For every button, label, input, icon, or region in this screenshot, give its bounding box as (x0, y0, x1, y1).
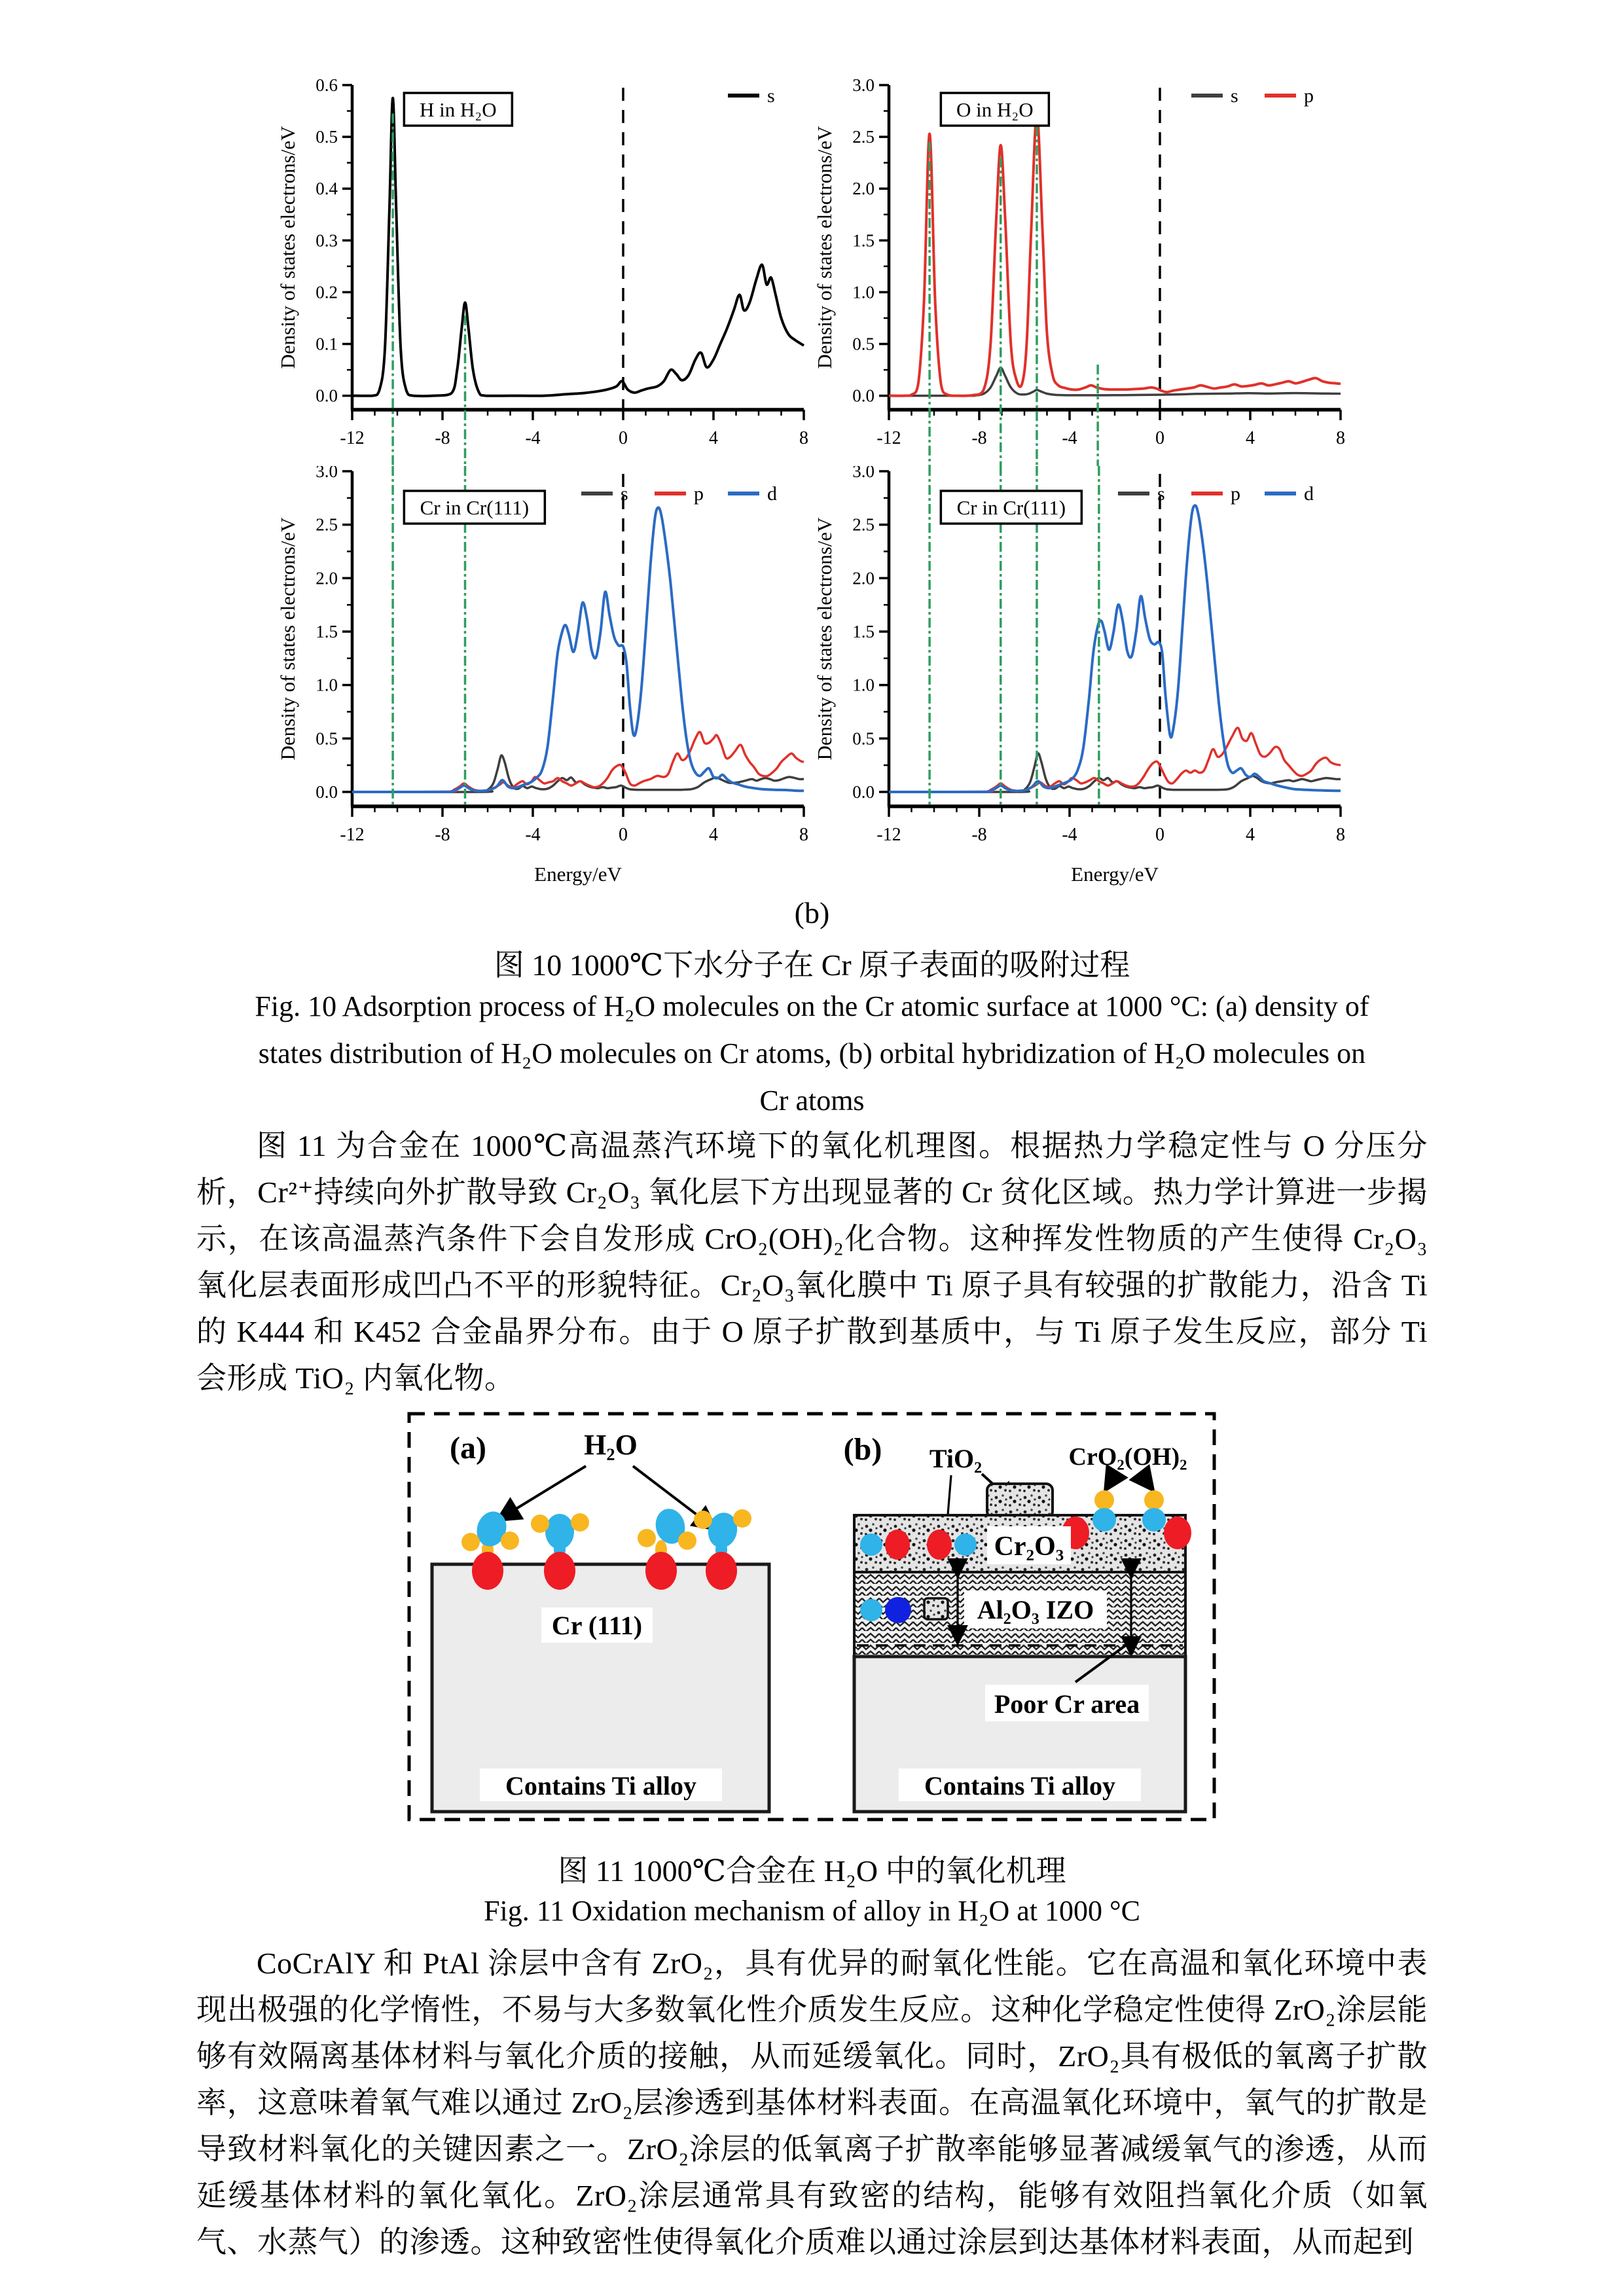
legend (728, 85, 775, 107)
svg-text:0.1: 0.1 (316, 334, 338, 354)
svg-text:3.0: 3.0 (852, 466, 875, 481)
axes (316, 466, 808, 845)
svg-text:0.2: 0.2 (316, 282, 338, 302)
svg-text:0.4: 0.4 (316, 179, 338, 199)
series-s (352, 755, 804, 792)
svg-text:1.5: 1.5 (852, 621, 875, 641)
series-s (889, 753, 1341, 792)
svg-text:1.5: 1.5 (316, 621, 338, 641)
svg-text:p: p (1231, 483, 1240, 505)
svg-text:1.0: 1.0 (852, 282, 875, 302)
svg-text:-8: -8 (971, 428, 987, 448)
legend (581, 483, 777, 505)
cr111-label: Cr (111) (551, 1611, 643, 1640)
svg-text:p: p (694, 483, 704, 505)
svg-text:-12: -12 (876, 825, 901, 845)
svg-text:s: s (1157, 483, 1165, 505)
svg-text:8: 8 (799, 825, 808, 845)
svg-text:0: 0 (1155, 428, 1164, 448)
figure11-caption-zh: 图 11 1000℃合金在 H₂O 中的氧化机理 (558, 1854, 1066, 1888)
svg-text:4: 4 (709, 428, 718, 448)
svg-text:0.5: 0.5 (852, 728, 875, 749)
svg-text:0.0: 0.0 (852, 386, 875, 406)
panel-b-label: (b) (843, 1432, 882, 1467)
h2o-arrow-left (498, 1466, 586, 1520)
svg-text:1.0: 1.0 (852, 675, 875, 695)
svg-text:0.5: 0.5 (852, 334, 875, 354)
svg-text:8: 8 (1336, 825, 1345, 845)
svg-text:s: s (621, 483, 628, 505)
svg-text:3.0: 3.0 (852, 75, 875, 95)
y-axis-title: Density of states electrons/eV (276, 517, 299, 761)
svg-text:-12: -12 (876, 428, 901, 448)
plot-label: O in H₂O (956, 98, 1034, 121)
svg-text:2.5: 2.5 (316, 514, 338, 535)
svg-text:0: 0 (619, 428, 628, 448)
svg-text:-4: -4 (1062, 428, 1077, 448)
svg-text:4: 4 (1246, 825, 1255, 845)
svg-text:-4: -4 (1062, 825, 1077, 845)
dos-chart-svg (812, 466, 1348, 891)
svg-text:2.5: 2.5 (852, 127, 875, 147)
dos-chart-o-in-h2o (812, 65, 1348, 466)
legend (1191, 85, 1314, 107)
svg-text:-4: -4 (525, 428, 541, 448)
cr2o3-label: Cr₂O₃ (994, 1532, 1064, 1562)
body-paragraph-zro2-coating: CoCrAlY 和 PtAl 涂层中含有 ZrO₂，具有优异的耐氧化性能。它在高温和氧化环境中表现出极强的化学惰性，不易与大多数氧化性介质发生反应。这种化学稳定性使得 ZrO₂涂层能够有效隔离基体材料与氧化介质的接触，从而延缓氧化。同时，ZrO₂具有极低的氧离子扩散率，这意味着氧气难以通过 ZrO₂层渗透到基体材料表面。在高温氧化环境中，氧气的扩散是导致材料氧化的关键因素之一。ZrO₂涂层的低氧离子扩散率能够显著减缓氧气的渗透，从而延缓基体材料的氧化氧化。ZrO₂涂层通常具有致密的结构，能够有效阻挡氧化介质（如氧气、水蒸气）的渗透。这种致密性使得氧化介质难以通过涂层到达基体材料表面，从而起到 (196, 1946, 1428, 2259)
poor-cr-label: Poor Cr area (994, 1689, 1140, 1719)
svg-text:0.0: 0.0 (316, 386, 338, 406)
dos-chart-svg (275, 466, 812, 891)
svg-text:d: d (767, 483, 777, 505)
svg-text:p: p (1304, 85, 1314, 107)
svg-text:d: d (1304, 483, 1314, 505)
figure10-caption-en-line3: Cr atoms (759, 1085, 865, 1117)
plot-label: H in H₂O (420, 98, 497, 121)
cro2oh2-arrow-right (1140, 1473, 1153, 1490)
svg-text:s: s (767, 85, 775, 107)
svg-text:0: 0 (1155, 825, 1164, 845)
svg-text:8: 8 (1336, 428, 1345, 448)
series-s (889, 368, 1341, 396)
plot-label: Cr in Cr(111) (956, 496, 1066, 519)
svg-text:0.5: 0.5 (316, 728, 338, 749)
series-p (889, 114, 1341, 395)
axes (852, 466, 1345, 845)
dos-chart-h-in-h2o (275, 65, 812, 466)
h2o-label: H₂O (584, 1429, 638, 1461)
figure11-panel-a (432, 1429, 769, 1812)
cro2oh2-label: CrO₂(OH)₂ (1068, 1443, 1187, 1471)
svg-text:0.6: 0.6 (316, 75, 338, 95)
svg-text:4: 4 (1246, 428, 1255, 448)
tio2-internal-particle (924, 1598, 948, 1619)
y-axis-title: Density of states electrons/eV (813, 126, 836, 369)
svg-text:2.0: 2.0 (852, 179, 875, 199)
panel-a-alloy-label: Contains Ti alloy (505, 1771, 696, 1801)
y-axis-title: Density of states electrons/eV (813, 517, 836, 761)
panel-a-label: (a) (450, 1431, 486, 1465)
svg-text:-8: -8 (435, 428, 450, 448)
cro2oh2-arrow-left (1106, 1473, 1116, 1490)
dos-chart-svg (812, 65, 1348, 466)
svg-text:2.0: 2.0 (316, 568, 338, 588)
figure11-svg (403, 1407, 1221, 1826)
svg-text:1.5: 1.5 (852, 230, 875, 251)
svg-text:0: 0 (619, 825, 628, 845)
y-axis-title: Density of states electrons/eV (276, 126, 299, 369)
series-s (352, 98, 804, 396)
svg-text:-12: -12 (340, 428, 365, 448)
figure10-caption-zh: 图 10 1000℃下水分子在 Cr 原子表面的吸附过程 (494, 948, 1130, 982)
figure11-panel-b (844, 1432, 1191, 1812)
svg-text:4: 4 (709, 825, 718, 845)
svg-text:0.3: 0.3 (316, 230, 338, 251)
svg-text:0.0: 0.0 (316, 781, 338, 802)
figure10-caption-en-line1: Fig. 10 Adsorption process of H₂O molecules on the Cr atomic surface at 1000 °C: (a) density of (255, 990, 1369, 1022)
body-paragraph-oxidation-mechanism: 图 11 为合金在 1000℃高温蒸汽环境下的氧化机理图。根据热力学稳定性与 O 分压分析，Cr²⁺持续向外扩散导致 Cr₂O₃ 氧化层下方出现显著的 Cr 贫化区域。热力学计算进一步揭示，在该高温蒸汽条件下会自发形成 CrO₂(OH)₂化合物。这种挥发性物质的产生使得 Cr₂O₃ 氧化层表面形成凹凸不平的形貌特征。Cr₂O₃氧化膜中 Ti 原子具有较强的扩散能力，沿含 Ti 的 K444 和 K452 合金晶界分布。由于 O 原子扩散到基质中，与 Ti 原子发生反应，部分 Ti 会形成 TiO₂ 内氧化物。 (196, 1129, 1428, 1395)
svg-text:2.5: 2.5 (852, 514, 875, 535)
svg-text:0.5: 0.5 (316, 127, 338, 147)
svg-text:-8: -8 (971, 825, 987, 845)
x-axis-title: Energy/eV (534, 863, 622, 886)
svg-text:1.0: 1.0 (316, 675, 338, 695)
legend (1118, 483, 1314, 505)
figure11-diagram (403, 1407, 1221, 1826)
svg-text:-8: -8 (435, 825, 450, 845)
svg-text:-4: -4 (525, 825, 541, 845)
svg-text:2.0: 2.0 (852, 568, 875, 588)
dos-chart-cr-in-cr111-right (812, 466, 1348, 891)
plot-label: Cr in Cr(111) (420, 496, 530, 519)
tio2-label: TiO₂ (929, 1444, 983, 1473)
figure10-caption-en-line2: states distribution of H₂O molecules on Cr atoms, (b) orbital hybridization of H₂O molecules on (258, 1037, 1366, 1069)
x-axis-title: Energy/eV (1071, 863, 1159, 886)
svg-text:0.0: 0.0 (852, 781, 875, 802)
dos-chart-svg (275, 65, 812, 466)
dos-chart-cr-in-cr111-left (275, 466, 812, 891)
svg-text:s: s (1231, 85, 1238, 107)
svg-text:-12: -12 (340, 825, 365, 845)
tio2-block (987, 1484, 1053, 1518)
figure11-caption-en: Fig. 11 Oxidation mechanism of alloy in H₂O at 1000 °C (484, 1895, 1140, 1927)
al2o3-label: Al₂O₃ IZO (977, 1595, 1094, 1624)
svg-text:3.0: 3.0 (316, 466, 338, 481)
axes (316, 75, 808, 448)
panel-b-alloy-label: Contains Ti alloy (924, 1771, 1115, 1801)
figure10-panel-label: (b) (794, 896, 830, 929)
svg-text:8: 8 (799, 428, 808, 448)
